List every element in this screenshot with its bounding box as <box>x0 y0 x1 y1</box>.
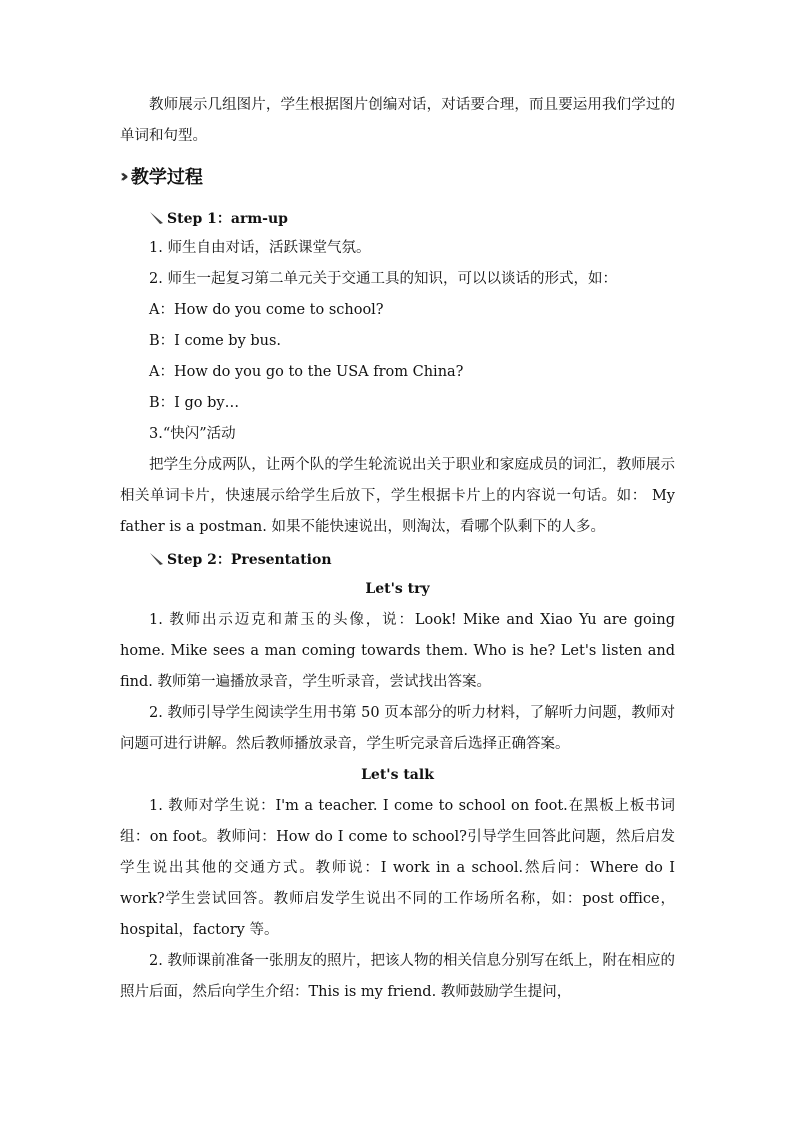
section-heading <box>120 156 675 196</box>
dialogue-line: A：How do you come to school? <box>149 302 384 318</box>
step1-activity-paragraph: 把学生分成两队，让两个队的学生轮流说出关于职业和家庭成员的词汇，教师展示相关单词卡片，快速展示给学生后放下，学生根据卡片上的内容说一句话。如： My father is a postman. 如果不能快速说出，则淘汰，看哪个队剩下的人多。 <box>120 457 675 535</box>
step1-item3: 3.“快闪”活动 <box>149 426 236 442</box>
section-title: 教学过程 <box>130 167 203 188</box>
lets-talk-paragraph-2: 2. 教师课前准备一张朋友的照片，把该人物的相关信息分别写在纸上，附在相应的照片后面，然后向学生介绍：This is my friend. 教师鼓励学生提问， <box>120 953 675 1000</box>
dialogue-line: A：How do you go to the USA from China? <box>149 364 464 380</box>
lets-talk-heading: Let's talk <box>361 767 434 783</box>
pen-icon <box>149 552 165 566</box>
dialogue-line: B：I go by… <box>149 395 240 411</box>
step1-heading <box>149 202 675 233</box>
step1-title: Step 1：arm-up <box>167 210 288 227</box>
pen-icon <box>149 211 165 225</box>
step1-item1: 1. 师生自由对话，活跃课堂气氛。 <box>149 240 371 256</box>
lets-try-paragraph-1: 1. 教师出示迈克和萧玉的头像，说：Look! Mike and Xiao Yu are going home. Mike sees a man coming towards them. Who is he? Let's listen and find. 教师第一遍播放录音，学生听录音，尝试找出答案。 <box>120 612 675 690</box>
intro-paragraph: 教师展示几组图片，学生根据图片创编对话，对话要合理，而且要运用我们学过的单词和句型。 <box>120 97 675 144</box>
lets-talk-paragraph-1: 1. 教师对学生说：I'm a teacher. I come to school on foot.在黑板上板书词组：on foot。教师问：How do I come to school?引导学生回答此问题，然后启发学生说出其他的交通方式。教师说：I work in a school.然后问：Where do I work?学生尝试回答。教师启发学生说出不同的工作场所名称，如：post office，hospital，factory 等。 <box>120 798 675 938</box>
step1-item2: 2. 师生一起复习第二单元关于交通工具的知识，可以以谈话的形式，如： <box>149 271 617 287</box>
double-chevron-icon: ›› <box>120 165 123 187</box>
dialogue-line: B：I come by bus. <box>149 333 282 349</box>
lets-try-paragraph-2: 2. 教师引导学生阅读学生用书第 50 页本部分的听力材料，了解听力问题，教师对问题可进行讲解。然后教师播放录音，学生听完录音后选择正确答案。 <box>120 705 675 752</box>
step2-title: Step 2：Presentation <box>167 551 332 568</box>
step2-heading <box>149 543 675 574</box>
content-column <box>120 90 675 1008</box>
lets-try-heading: Let's try <box>365 581 430 597</box>
